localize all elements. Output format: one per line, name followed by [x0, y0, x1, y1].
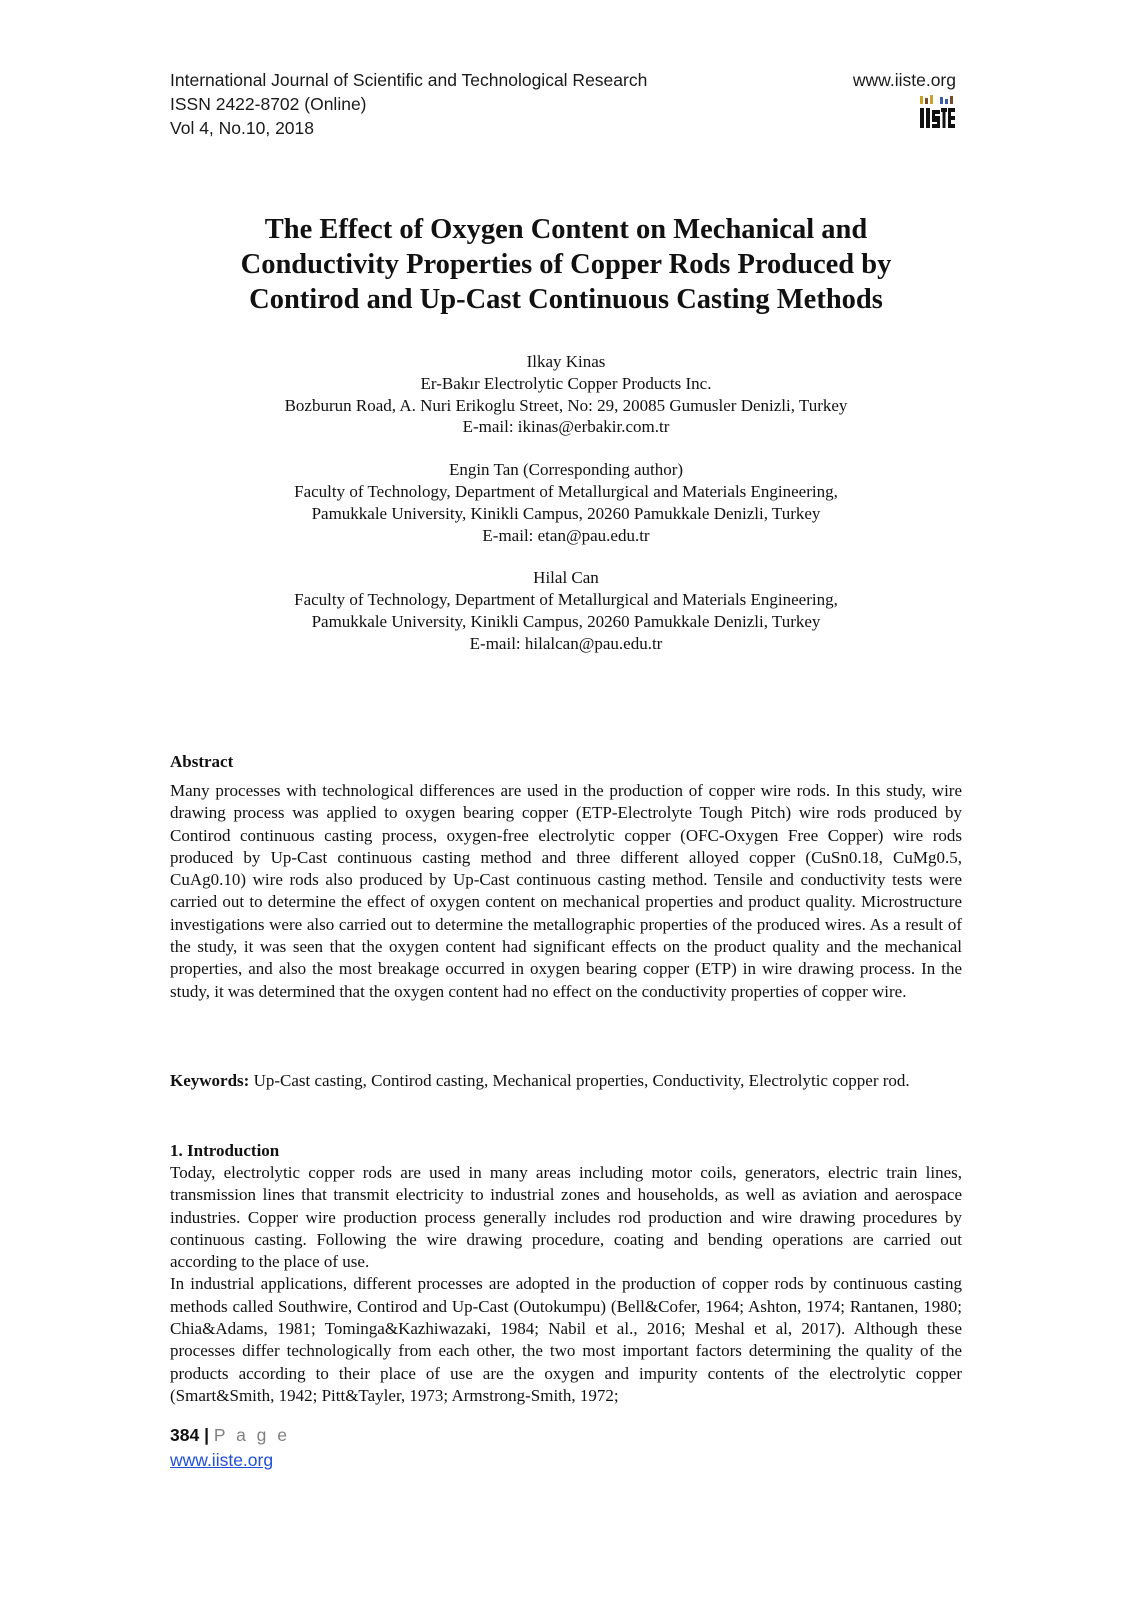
footer-website-link[interactable]: www.iiste.org	[170, 1450, 274, 1470]
journal-issn: ISSN 2422-8702 (Online)	[170, 94, 367, 114]
header-website[interactable]: www.iiste.org	[852, 70, 956, 90]
introduction-paragraph: Today, electrolytic copper rods are used in many areas including motor coils, generators, electric train lines, transmission lines that transmit electricity to industrial zones and households, as well as aviation and aerospace industries. Copper wire production process generally includes rod production and wire drawing procedures by continuous casting. Following the wire drawing procedure, coating and bending operations are carried out according to the place of use.	[170, 1163, 962, 1272]
paper-title	[170, 212, 962, 317]
abstract-text: Many processes with technological differences are used in the production of copper wire rods. In this study, wire drawing process was applied to oxygen bearing copper (ETP-Electrolyte Tough Pitch) wire rods produced by Contirod continuous casting process, oxygen-free electrolytic copper (OFC-Oxygen Free Copper) wire rods produced by Up-Cast continuous casting method and three different alloyed copper (CuSn0.18, CuMg0.5, CuAg0.10) wire rods also produced by Up-Cast continuous casting method. Tensile and conductivity tests were carried out to determine the effect of oxygen content on mechanical properties and product quality. Microstructure investigations were also carried out to determine the metallographic properties of the produced wires. As a result of the study, it was seen that the oxygen content had significant effects on the product quality and the mechanical properties, and also the most breakage occurred in oxygen bearing copper (ETP) in wire drawing process. In the study, it was determined that the oxygen content had no effect on the conductivity properties of copper wire.	[170, 781, 962, 1001]
page-separator: |	[204, 1425, 209, 1445]
page-footer	[170, 1423, 290, 1473]
page-number: 384	[170, 1425, 200, 1445]
author-name: Ilkay Kinas	[526, 352, 606, 371]
keywords-text: Up-Cast casting, Contirod casting, Mechanical properties, Conductivity, Electrolytic copper rod.	[249, 1071, 910, 1090]
author-address: Bozburun Road, A. Nuri Erikoglu Street, No: 29, 20085 Gumusler Denizli, Turkey	[284, 395, 848, 415]
author-email[interactable]: E-mail: etan@pau.edu.tr	[482, 525, 650, 545]
author-affiliation: Faculty of Technology, Department of Metallurgical and Materials Engineering,	[294, 481, 838, 501]
author-name: Engin Tan (Corresponding author)	[448, 460, 684, 480]
title-line-2: Conductivity Properties of Copper Rods Produced by	[240, 249, 892, 280]
author-affiliation: Faculty of Technology, Department of Metallurgical and Materials Engineering,	[294, 590, 838, 610]
introduction-heading: 1. Introduction	[170, 1141, 280, 1160]
author-affiliation: Er-Bakır Electrolytic Copper Products Inc.	[420, 373, 712, 393]
author-address: Pamukkale University, Kinikli Campus, 20260 Pamukkale Denizli, Turkey	[311, 611, 821, 631]
author-email[interactable]: E-mail: ikinas@erbakir.com.tr	[462, 417, 670, 437]
page-number-line	[170, 1423, 290, 1448]
page-label: P a g e	[213, 1425, 290, 1445]
introduction-section	[170, 1162, 962, 1407]
abstract-heading: Abstract	[170, 752, 234, 771]
author-block	[170, 459, 962, 546]
author-address: Pamukkale University, Kinikli Campus, 20260 Pamukkale Denizli, Turkey	[311, 503, 821, 523]
author-block	[170, 351, 962, 438]
author-list	[170, 351, 962, 676]
keywords	[170, 1070, 962, 1092]
journal-name: International Journal of Scientific and Technological Research	[170, 70, 648, 90]
keywords-label: Keywords:	[170, 1071, 250, 1090]
title-line-3: Contirod and Up-Cast Continuous Casting Methods	[249, 284, 883, 315]
introduction-paragraph: In industrial applications, different processes are adopted in the production of copper rods by continuous casting methods called Southwire, Contirod and Up-Cast (Outokumpu) (Bell&Cofer, 1964; Ashton, 1974; Rantanen, 1980; Chia&Adams, 1981; Tominga&Kazhiwazaki, 1984; Nabil et al., 2016; Meshal et al, 2017). Although these processes differ technologically from each other, the two most important factors determining the quality of the products according to their place of use are the oxygen and impurity contents of the electrolytic copper (Smart&Smith, 1942; Pitt&Tayler, 1973; Armstrong-Smith, 1972;	[170, 1274, 962, 1405]
author-name: Hilal Can	[533, 568, 599, 588]
journal-volume: Vol 4, No.10, 2018	[170, 118, 314, 138]
author-email[interactable]: E-mail: hilalcan@pau.edu.tr	[469, 633, 663, 653]
author-block	[170, 567, 962, 654]
iiste-logo-icon	[918, 94, 956, 132]
title-line-1: The Effect of Oxygen Content on Mechanical and	[264, 214, 868, 245]
journal-header	[170, 68, 647, 140]
